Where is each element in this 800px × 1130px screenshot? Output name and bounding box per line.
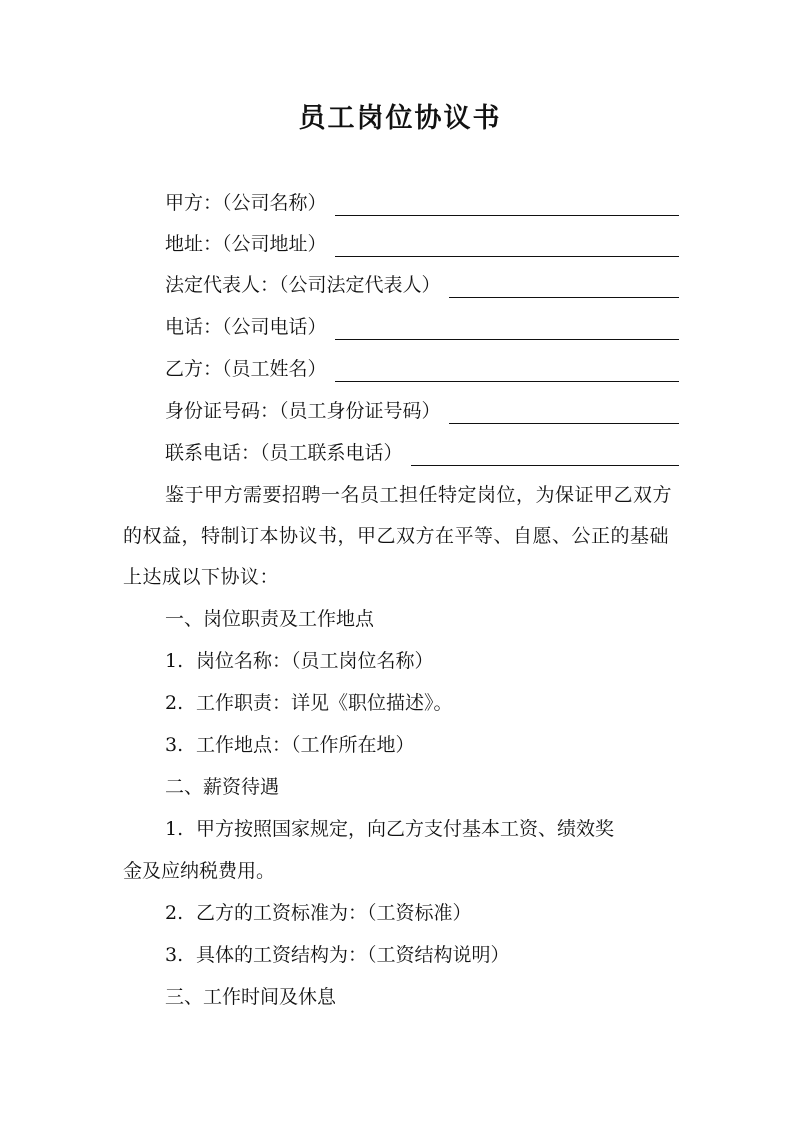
- field-label: 甲方：（公司名称）: [165, 192, 327, 214]
- fill-in-blank: [335, 236, 679, 257]
- field-label: 身份证号码：（员工身份证号码）: [165, 400, 441, 422]
- field-label: 联系电话：（员工联系电话）: [165, 442, 403, 464]
- field-party-b: [165, 356, 679, 382]
- item-number: 3.: [165, 944, 184, 966]
- fill-in-blank: [335, 195, 679, 216]
- item-number: 2.: [165, 692, 184, 714]
- section-2-item: [165, 816, 614, 842]
- item-number: 1.: [165, 650, 184, 672]
- field-employee-phone: [165, 440, 679, 466]
- field-label: 乙方：（员工姓名）: [165, 358, 327, 380]
- section-1-item: [165, 690, 453, 716]
- item-number: 3.: [165, 734, 184, 756]
- field-legal-representative: [165, 272, 679, 298]
- item-number: 1.: [165, 818, 184, 840]
- fill-in-blank: [449, 403, 679, 424]
- item-text: 岗位名称：（员工岗位名称）: [196, 650, 434, 672]
- item-number: 2.: [165, 902, 184, 924]
- section-1-heading: 一、岗位职责及工作地点: [165, 608, 375, 630]
- field-label: 地址：（公司地址）: [165, 233, 327, 255]
- section-2-item-continuation: 金及应纳税费用。: [123, 860, 276, 882]
- section-3-heading: 三、工作时间及休息: [165, 986, 337, 1008]
- field-address: [165, 231, 679, 257]
- document-title: 员工岗位协议书: [298, 103, 502, 134]
- preamble-paragraph: 鉴于甲方需要招聘一名员工担任特定岗位，为保证甲乙双方的权益，特制订本协议书，甲乙双方在平等、自愿、公正的基础上达成以下协议：: [123, 484, 673, 588]
- field-label: 电话：（公司电话）: [165, 316, 327, 338]
- fill-in-blank: [335, 319, 679, 340]
- section-1-item: [165, 732, 415, 758]
- field-phone: [165, 314, 679, 340]
- field-id-number: [165, 398, 679, 424]
- fill-in-blank: [335, 361, 679, 382]
- fill-in-blank: [411, 445, 679, 466]
- section-2-item: [165, 900, 472, 926]
- field-party-a: [165, 190, 679, 216]
- field-label: 法定代表人：（公司法定代表人）: [165, 274, 441, 296]
- item-text: 工作职责：详见《职位描述》。: [196, 692, 453, 714]
- item-text: 具体的工资结构为：（工资结构说明）: [196, 944, 510, 966]
- section-2-item: [165, 942, 510, 968]
- item-text: 工作地点：（工作所在地）: [196, 734, 415, 756]
- section-1-item: [165, 648, 434, 674]
- item-text: 乙方的工资标准为：（工资标准）: [196, 902, 472, 924]
- fill-in-blank: [449, 277, 679, 298]
- item-text: 甲方按照国家规定，向乙方支付基本工资、绩效奖: [196, 818, 615, 840]
- section-2-heading: 二、薪资待遇: [165, 776, 280, 798]
